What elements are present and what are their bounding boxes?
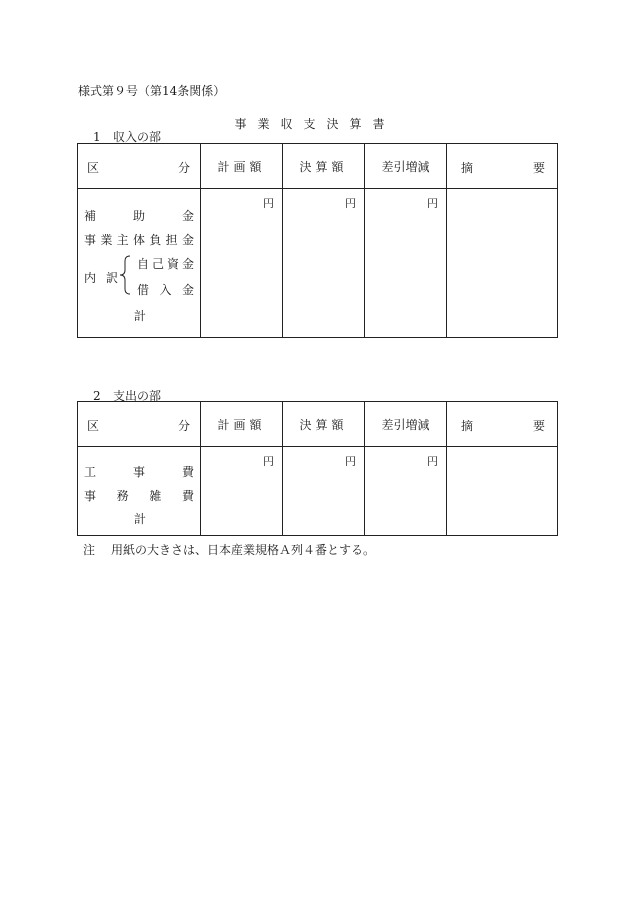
income-body-row bbox=[78, 189, 558, 338]
header-tekiyo-left: 摘 bbox=[461, 419, 474, 433]
yen-unit: 円 bbox=[427, 455, 438, 468]
yen-unit: 円 bbox=[263, 455, 274, 468]
income-section-number: 1 bbox=[93, 130, 101, 144]
brace-icon bbox=[119, 255, 131, 295]
footnote bbox=[83, 541, 375, 558]
item-breakdown-label-1: 内 bbox=[84, 271, 97, 285]
income-diff-cell bbox=[365, 189, 447, 338]
expense-header-row bbox=[78, 402, 558, 447]
expense-section-number: 2 bbox=[93, 389, 101, 403]
document-title: 事業収支決算書 bbox=[234, 117, 396, 131]
form-number: 様式第９号（第14条関係） bbox=[78, 84, 226, 98]
header-settle: 決算額 bbox=[283, 402, 365, 447]
expense-diff-cell bbox=[365, 447, 447, 536]
expense-settle-cell bbox=[283, 447, 365, 536]
income-items-cell bbox=[78, 189, 201, 338]
expense-tekiyo-cell bbox=[447, 447, 558, 536]
item-office: 事 務 雑 費 bbox=[84, 489, 194, 503]
yen-unit: 円 bbox=[345, 455, 356, 468]
item-subsidy: 補 助 金 bbox=[84, 209, 194, 223]
header-plan: 計画額 bbox=[201, 144, 283, 189]
income-tekiyo-cell bbox=[447, 189, 558, 338]
header-kubun bbox=[78, 144, 201, 189]
footnote-label: 注 bbox=[83, 543, 96, 557]
header-kubun-right: 分 bbox=[177, 161, 190, 175]
header-tekiyo bbox=[447, 402, 558, 447]
header-tekiyo-right: 要 bbox=[532, 419, 545, 433]
income-plan-cell bbox=[201, 189, 283, 338]
item-income-total: 計 bbox=[134, 309, 147, 323]
income-settle-cell bbox=[283, 189, 365, 338]
header-settle: 決算額 bbox=[283, 144, 365, 189]
header-plan: 計画額 bbox=[201, 402, 283, 447]
header-tekiyo-left: 摘 bbox=[461, 161, 474, 175]
income-header-row bbox=[78, 144, 558, 189]
header-kubun-left: 区 bbox=[87, 161, 100, 175]
expense-items-cell bbox=[78, 447, 201, 536]
header-diff: 差引増減 bbox=[365, 144, 447, 189]
header-diff: 差引増減 bbox=[365, 402, 447, 447]
expense-plan-cell bbox=[201, 447, 283, 536]
yen-unit: 円 bbox=[427, 197, 438, 210]
expense-table bbox=[77, 401, 558, 536]
item-own-funds: 自 己 資 金 bbox=[137, 257, 194, 271]
income-section-title: 収入の部 bbox=[113, 130, 162, 144]
item-construction: 工 事 費 bbox=[84, 465, 194, 479]
item-self-burden: 事 業 主 体 負 担 金 bbox=[84, 233, 194, 247]
yen-unit: 円 bbox=[263, 197, 274, 210]
income-table bbox=[77, 143, 558, 338]
header-kubun bbox=[78, 402, 201, 447]
expense-section-title: 支出の部 bbox=[113, 389, 162, 403]
header-tekiyo bbox=[447, 144, 558, 189]
item-expense-total: 計 bbox=[134, 512, 147, 526]
header-kubun-right: 分 bbox=[177, 419, 190, 433]
footnote-text: 用紙の大きさは、日本産業規格Ａ列４番とする。 bbox=[111, 543, 376, 557]
item-breakdown-label-2: 訳 bbox=[106, 271, 119, 285]
header-tekiyo-right: 要 bbox=[532, 161, 545, 175]
yen-unit: 円 bbox=[345, 197, 356, 210]
expense-body-row bbox=[78, 447, 558, 536]
header-kubun-left: 区 bbox=[87, 419, 100, 433]
item-borrowed: 借 入 金 bbox=[137, 283, 194, 297]
